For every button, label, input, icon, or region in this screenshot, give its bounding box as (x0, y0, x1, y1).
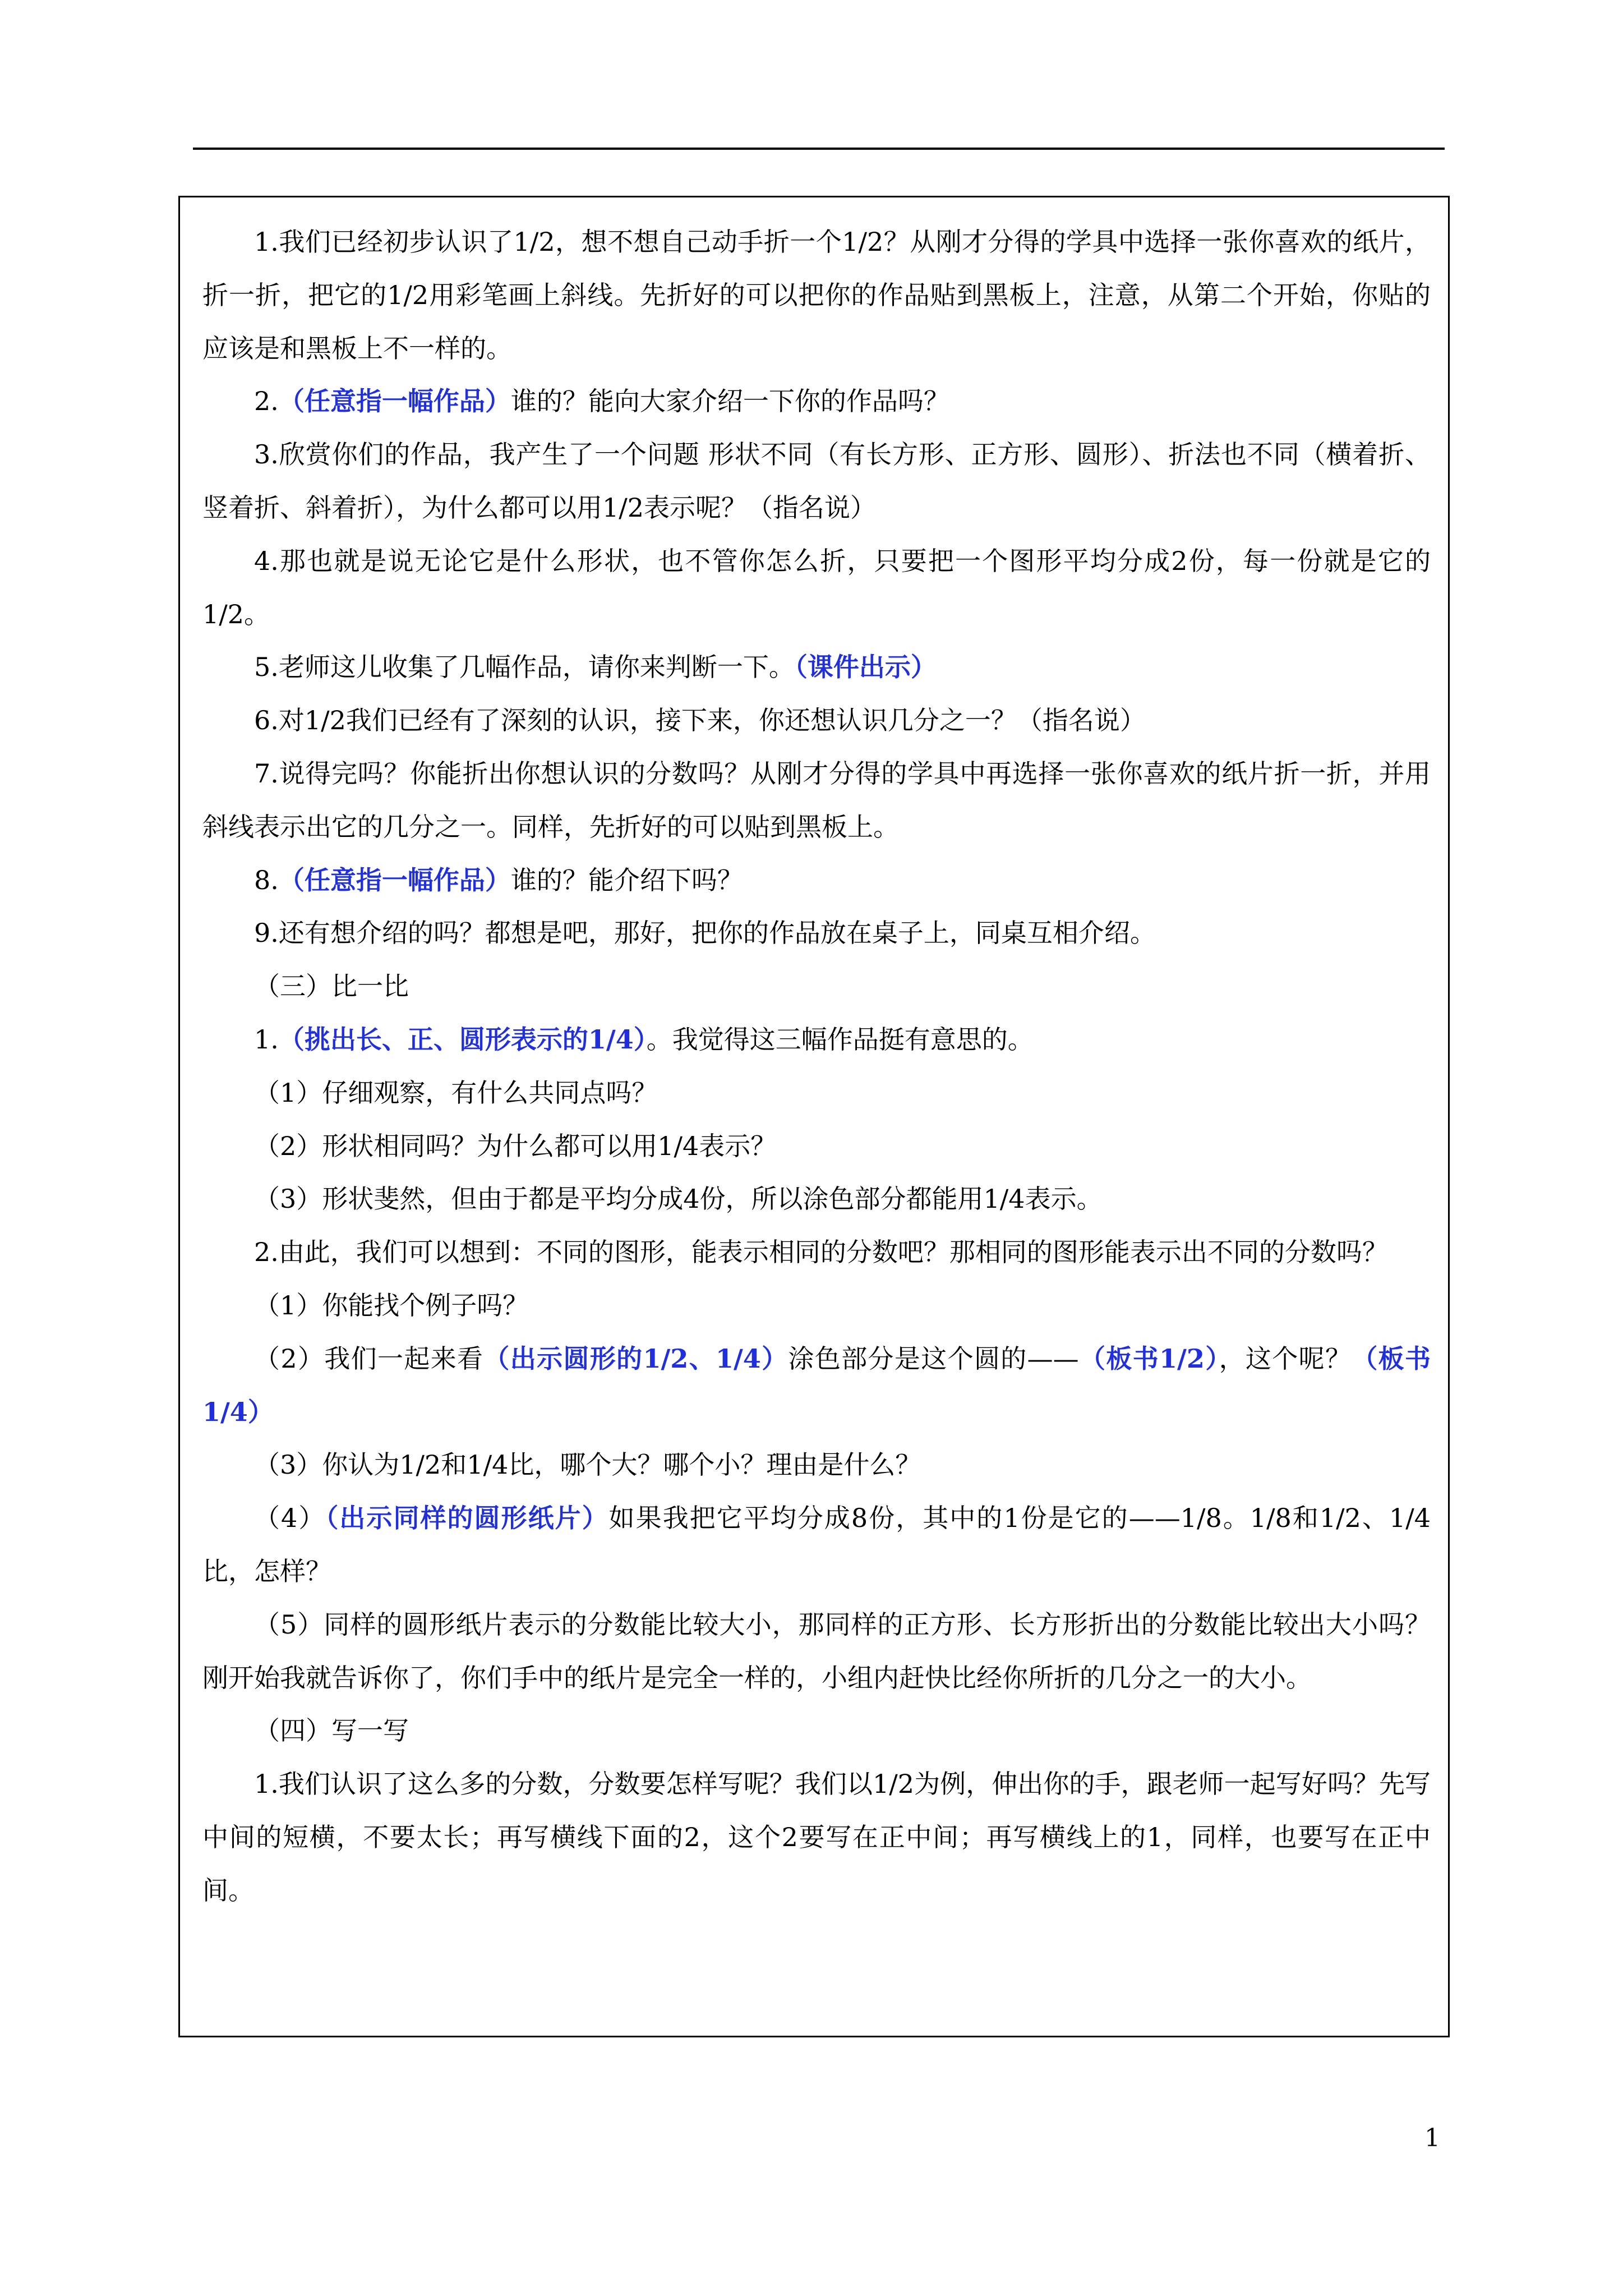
paragraph-text: 3.欣赏你们的作品，我产生了一个问题 形状不同（有长方形、正方形、圆形）、折法也不同（横着折、竖着折、斜着折），为什么都可以用1/2表示呢？（指名说） (202, 439, 1431, 523)
header-rule (193, 148, 1445, 150)
paragraph (202, 215, 1431, 375)
paragraph (202, 1226, 1431, 1279)
paragraph (202, 1120, 1431, 1173)
paragraph (202, 641, 1431, 694)
paragraph (202, 428, 1431, 535)
paragraph-text: （三）比一比 (254, 971, 409, 1002)
paragraph (202, 1066, 1431, 1120)
highlighted-instruction: （任意指一幅作品） (278, 864, 511, 895)
paragraph-text: 谁的？能向大家介绍一下你的作品吗？ (510, 386, 949, 417)
highlighted-instruction: （任意指一幅作品） (278, 386, 511, 417)
paragraph-text: 谁的？能介绍下吗？ (510, 864, 743, 895)
highlighted-instruction: （课件出示） (794, 652, 937, 683)
paragraph (202, 907, 1431, 960)
paragraph-text: （4） (254, 1503, 326, 1534)
paragraph-text: （四）写一写 (254, 1715, 409, 1746)
paragraph-text: （2）形状相同吗？为什么都可以用1/4表示？ (254, 1130, 777, 1161)
paragraph-text: （1）仔细观察，有什么共同点吗？ (254, 1077, 658, 1108)
paragraph (202, 1332, 1431, 1439)
paragraph (202, 747, 1431, 854)
paragraph-text: 8. (254, 864, 279, 895)
paragraph (202, 375, 1431, 428)
paragraph-text: 7.说得完吗？你能折出你想认识的分数吗？从刚才分得的学具中再选择一张你喜欢的纸片折一折，并用斜线表示出它的几分之一。同样，先折好的可以贴到黑板上。 (202, 758, 1431, 842)
paragraph-text: 5.老师这儿收集了几幅作品，请你来判断一下。 (254, 652, 795, 683)
lesson-content (202, 215, 1431, 1917)
paragraph-text: （3）你认为1/2和1/4比，哪个大？哪个小？理由是什么？ (254, 1450, 921, 1480)
paragraph-text: 6.对1/2我们已经有了深刻的认识，接下来，你还想认识几分之一？（指名说） (254, 705, 1146, 736)
paragraph (202, 1598, 1431, 1705)
paragraph (202, 1438, 1431, 1492)
paragraph (202, 1172, 1431, 1226)
highlighted-instruction: （挑出长、正、圆形表示的1/4） (278, 1024, 647, 1055)
highlighted-instruction: （出示圆形的1/2、1/4） (483, 1343, 789, 1374)
paragraph-text: 9.还有想介绍的吗？都想是吧，那好，把你的作品放在桌子上，同桌互相介绍。 (254, 918, 1156, 949)
highlighted-instruction: （板书1/4） (202, 1343, 1431, 1427)
paragraph-text: 4.那也就是说无论它是什么形状，也不管你怎么折，只要把一个图形平均分成2份，每一份就是它的1/2。 (202, 545, 1431, 629)
paragraph-text: ，这个呢？ (1219, 1343, 1352, 1374)
page-number: 1 (1424, 2124, 1440, 2152)
paragraph (202, 1704, 1431, 1757)
paragraph-text: 。我觉得这三幅作品挺有意思的。 (646, 1024, 1034, 1055)
paragraph-text: 1. (254, 1024, 279, 1055)
paragraph (202, 1757, 1431, 1917)
paragraph-text: 1.我们认识了这么多的分数，分数要怎样写呢？我们以1/2为例，伸出你的手，跟老师一起写好吗？先写中间的短横，不要太长；再写横线下面的2，这个2要写在正中间；再写横线上的1，同样，也要写在正中间。 (202, 1769, 1431, 1906)
lesson-content-box (178, 196, 1450, 2037)
paragraph (202, 1492, 1431, 1598)
paragraph-text: （3）形状斐然，但由于都是平均分成4份，所以涂色部分都能用1/4表示。 (254, 1184, 1103, 1214)
paragraph-text: （2）我们一起来看 (254, 1343, 484, 1374)
paragraph-text: 涂色部分是这个圆的—— (788, 1343, 1079, 1374)
paragraph (202, 535, 1431, 641)
paragraph (202, 960, 1431, 1013)
paragraph-text: 如果我把它平均分成8份，其中的1份是它的——1/8。1/8和1/2、1/4比，怎样？ (202, 1503, 1431, 1586)
paragraph-text: 2. (254, 386, 279, 417)
highlighted-instruction: （板书1/2） (1078, 1343, 1219, 1374)
paragraph (202, 854, 1431, 907)
paragraph (202, 1013, 1431, 1066)
paragraph (202, 694, 1431, 747)
paragraph-text: （5）同样的圆形纸片表示的分数能比较大小，那同样的正方形、长方形折出的分数能比较出大小吗？刚开始我就告诉你了，你们手中的纸片是完全一样的，小组内赶快比经你所折的几分之一的大小。 (202, 1609, 1431, 1693)
paragraph-text: 1.我们已经初步认识了1/2，想不想自己动手折一个1/2？从刚才分得的学具中选择一张你喜欢的纸片，折一折，把它的1/2用彩笔画上斜线。先折好的可以把你的作品贴到黑板上，注意，从第二个开始，你贴的应该是和黑板上不一样的。 (202, 227, 1431, 364)
paragraph (202, 1279, 1431, 1332)
paragraph-text: 2.由此，我们可以想到：不同的图形，能表示相同的分数吧？那相同的图形能表示出不同的分数吗？ (254, 1237, 1388, 1268)
highlighted-instruction: （出示同样的圆形纸片） (325, 1503, 609, 1534)
paragraph-text: （1）你能找个例子吗？ (254, 1290, 529, 1320)
